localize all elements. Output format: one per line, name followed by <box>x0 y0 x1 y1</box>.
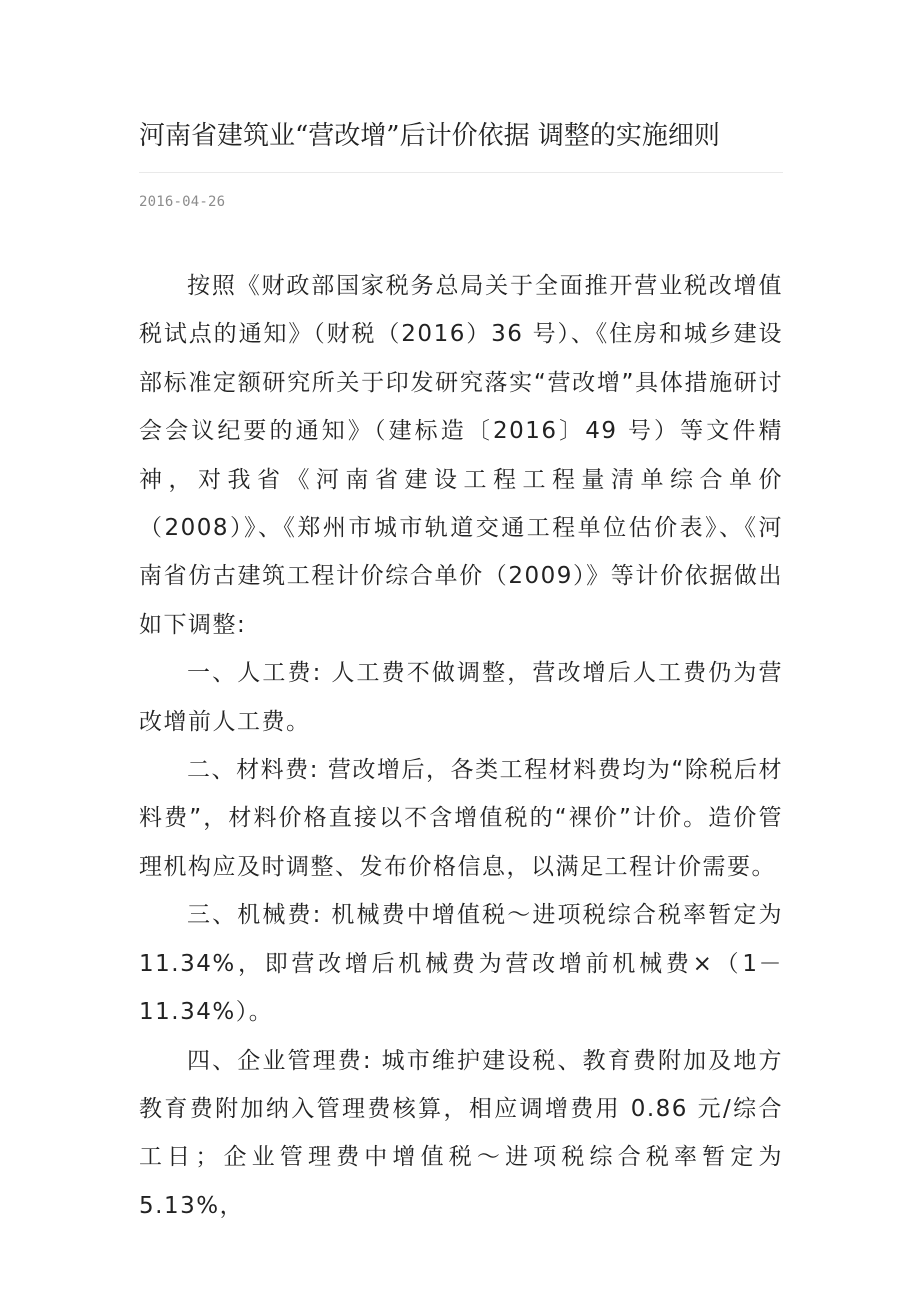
article-title: 河南省建筑业“营改增”后计价依据 调整的实施细则 <box>139 121 720 151</box>
paragraph-material-cost: 二、材料费: 营改增后，各类工程材料费均为“除税后材料费”，材料价格直接以不含增值税的“裸价”计价。造价管理机构应及时调整、发布价格信息，以满足工程计价需要。 <box>139 757 783 880</box>
publish-date: 2016-04-26 <box>139 194 226 210</box>
article-body <box>139 262 783 1230</box>
paragraph-labor-cost: 一、人工费: 人工费不做调整，营改增后人工费仍为营改增前人工费。 <box>139 660 783 735</box>
paragraph-machinery-cost: 三、机械费: 机械费中增值税～进项税综合税率暂定为 11.34%，即营改增后机械费为营改增前机械费×（1－11.34%）。 <box>139 902 783 1026</box>
paragraph-management-fee: 四、企业管理费: 城市维护建设税、教育费附加及地方教育费附加纳入管理费核算，相应调增费用 0.86 元/综合工日；企业管理费中增值税～进项税综合税率暂定为 5.13%， <box>139 1047 783 1219</box>
paragraph-intro: 按照《财政部国家税务总局关于全面推开营业税改增值税试点的通知》（财税（2016）36 号）、《住房和城乡建设部标准定额研究所关于印发研究落实“营改增”具体措施研讨会会议纪要的通知》（建标造〔2016〕49 号）等文件精神，对我省《河南省建设工程工程量清单综合单价（2008）》、《郑州市城市轨道交通工程单位估价表》、《河南省仿古建筑工程计价综合单价（2009）》等计价依据做出如下调整: <box>139 273 783 638</box>
title-divider <box>139 172 783 173</box>
